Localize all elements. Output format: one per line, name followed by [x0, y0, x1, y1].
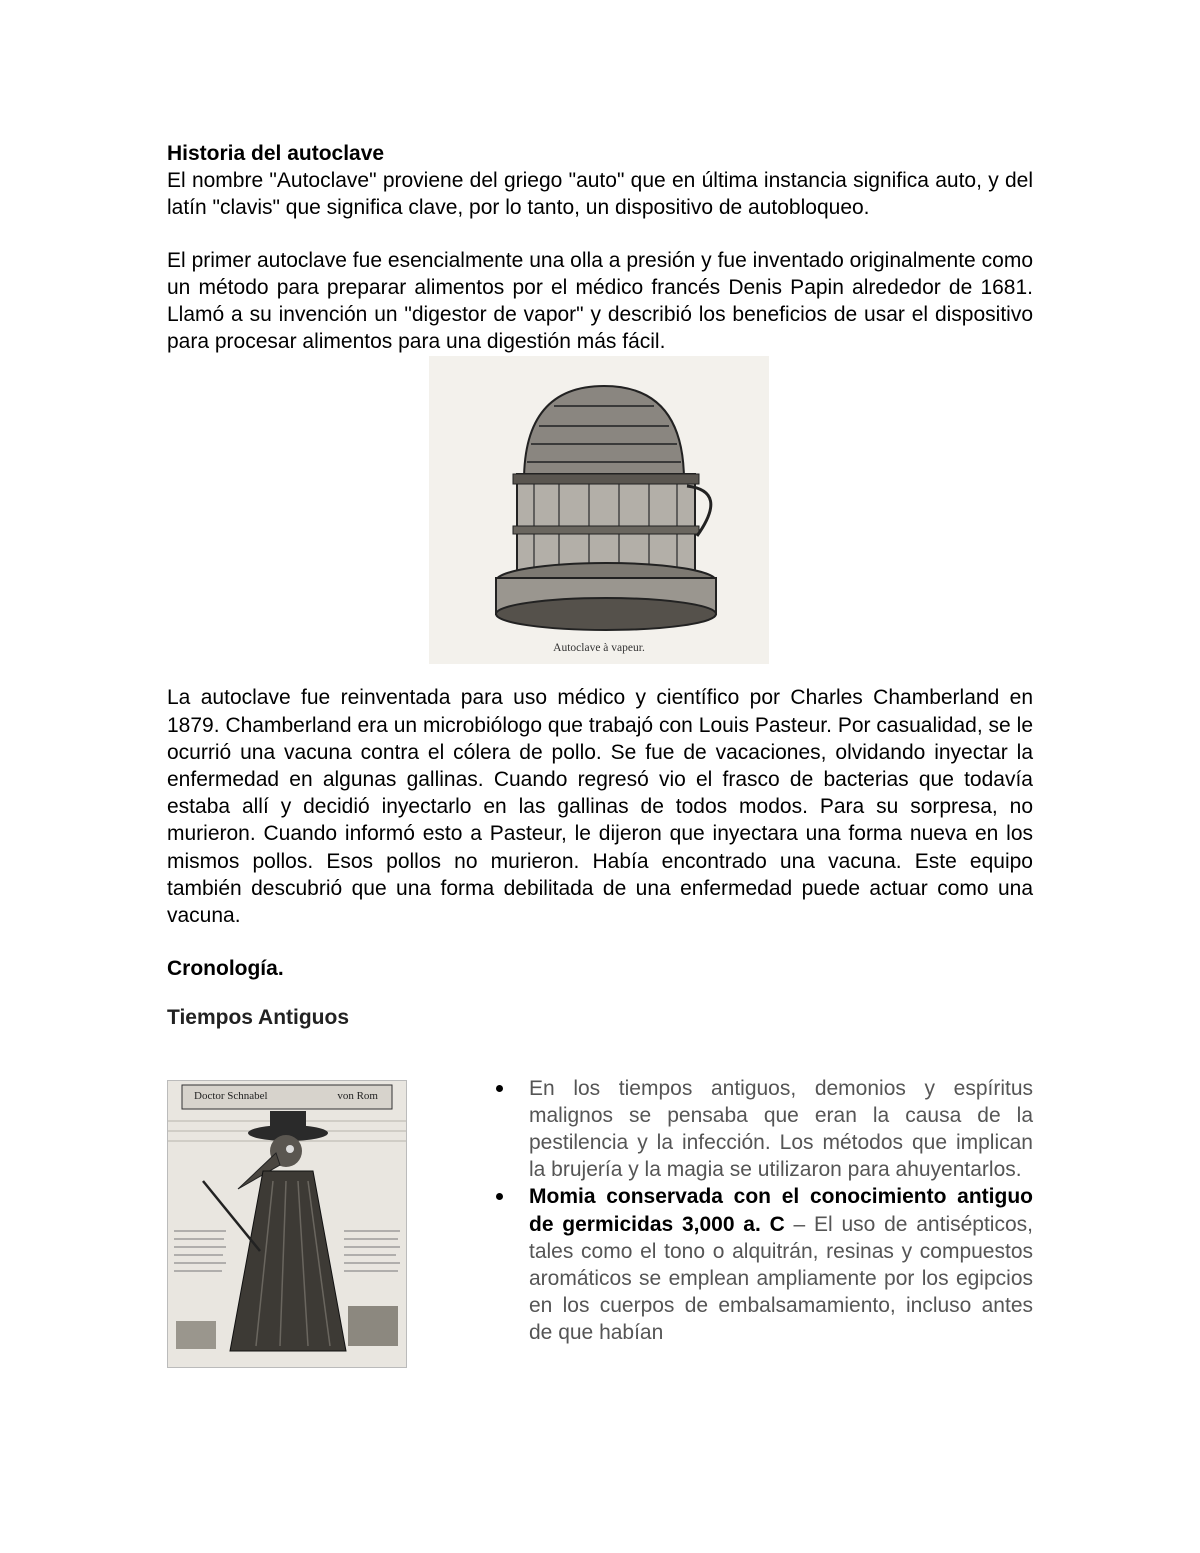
bullet-list	[529, 1075, 1033, 1347]
cronologia-heading: Cronología.	[167, 957, 284, 981]
tiempos-antiguos-heading: Tiempos Antiguos	[167, 1006, 350, 1030]
bullet-icon	[496, 1085, 503, 1092]
list-item: Momia conservada con el conocimiento antiguo de germicidas 3,000 a. C – El uso de antisépticos, tales como el tono o alquitrán, resinas y compuestos aromáticos se emplean ampliamente por los egipcios en los cuerpos de embalsamamiento, incluso antes de que habían	[529, 1183, 1033, 1346]
section-title: Historia del autoclave	[167, 142, 385, 165]
autoclave-illustration	[429, 356, 769, 664]
paragraph-1: El nombre "Autoclave" proviene del griego "auto" que en última instancia significa auto, y del latín "clavis" que significa clave, por lo tanto, un dispositivo de autobloqueo.	[167, 169, 1033, 220]
figure-caption: Autoclave à vapeur.	[553, 642, 645, 655]
plague-doctor-engraving	[167, 1080, 407, 1368]
bullet-icon	[496, 1193, 503, 1200]
engraving-banner: Doctor Schnabel von Rom	[194, 1089, 378, 1102]
paragraph-3: La autoclave fue reinventada para uso médico y científico por Charles Chamberland en 1879. Chamberland era un microbiólogo que trabajó con Louis Pasteur. Por casualidad, se le ocurrió una vacuna contra el cólera de pollo. Se fue de vacaciones, olvidando inyectar la enfermedad en algunas gallinas. Cuando regresó vio el frasco de bacterias que todavía estaba allí y decidió inyectarlo en las gallinas de todos modos. Para su sorpresa, no murieron. Cuando informó esto a Pasteur, le dijeron que inyectara una forma nueva en los mismos pollos. Esos pollos no murieron. Había encontrado una vacuna. Este equipo también descubrió que una forma debilitada de una enfermedad puede actuar como una vacuna.	[167, 686, 1033, 928]
document-body	[167, 140, 1033, 1412]
two-column-section	[167, 1032, 1033, 1412]
paragraph-2: El primer autoclave fue esencialmente una olla a presión y fue inventado originalmente como un método para preparar alimentos por el médico francés Denis Papin alrededor de 1681. Llamó a su invención un "digestor de vapor" y describió los beneficios de usar el dispositivo para procesar alimentos para una digestión más fácil.	[167, 248, 1033, 354]
list-item: En los tiempos antiguos, demonios y espíritus malignos se pensaba que eran la causa de la pestilencia y la infección. Los métodos que implican la brujería y la magia se utilizaron para ahuyentarlos.	[529, 1075, 1033, 1184]
